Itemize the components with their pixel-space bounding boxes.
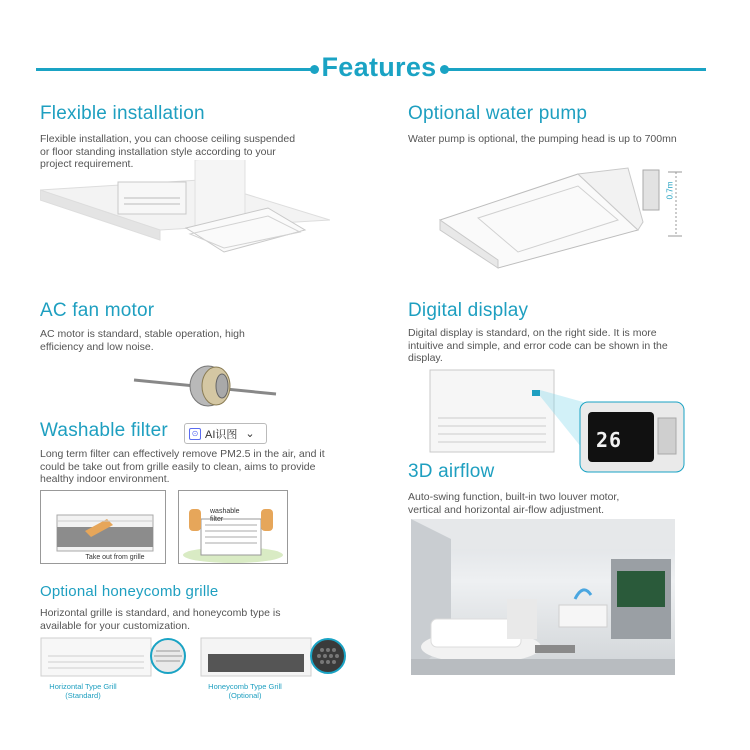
flexible-desc-line: Flexible installation, you can choose ceiling suspended [40,133,296,145]
display-desc-line: intuitive and simple, and error code can be shown in the [408,339,668,352]
honeycomb-grill-illustration [200,636,350,680]
honeycomb-desc-line: Horizontal grille is standard, and honeycomb type is [40,607,281,619]
living-room-drawing [411,519,675,675]
filter-takeout-drawing [41,491,165,563]
horizontal-grill-caption [38,682,128,700]
grill-caption-line: (Optional) [228,691,262,700]
grill-caption-line: Honeycomb Type Grill [208,682,282,691]
washable-caption-line: filter [210,516,224,523]
washable-caption-line: washable [210,508,240,515]
honeycomb-grill-caption [196,682,294,700]
ai-scan-icon: ⊙ [189,428,201,440]
water-pump-title: Optional water pump [408,103,588,124]
grill-caption-line: Horizontal Type Grill [49,682,117,691]
filter-takeout-caption: Take out from grille [85,554,145,561]
filter-desc-line: healthy indoor environment. [40,473,170,485]
honeycomb-title: Optional honeycomb grille [40,583,219,600]
flexible-installation-title: Flexible installation [40,103,205,124]
chevron-down-icon: ⌄ [245,428,255,440]
pump-dimension-label: 0.7m [665,181,675,200]
flexible-desc-line: or floor standing installation style according to your [40,145,276,158]
airflow-desc [408,491,728,516]
washable-filter-caption [210,508,250,524]
washable-filter-desc [40,448,370,486]
ai-recognize-button[interactable] [184,423,267,444]
airflow-desc-line: Auto-swing function, built-in two louver motor, [408,491,620,503]
washable-filter-drawing [179,491,287,563]
water-pump-illustration [438,160,688,270]
flexible-desc-line: project requirement. [40,158,134,170]
washable-filter-title: Washable filter [40,420,168,441]
airflow-title: 3D airflow [408,461,495,482]
fan-motor-desc-line: AC motor is standard, stable operation, high [40,328,245,340]
honeycomb-desc [40,607,340,632]
fan-motor-title: AC fan motor [40,300,155,321]
fan-motor-desc-line: efficiency and low noise. [40,340,154,353]
display-desc-line: display. [408,352,443,364]
flexible-installation-illustration [40,160,330,290]
water-pump-desc: Water pump is optional, the pumping head is up to 700mn [408,133,677,145]
fan-motor-illustration [130,362,280,412]
page-title: Features [321,52,437,82]
grill-caption-line: (Standard) [65,691,101,700]
digital-display-desc [408,327,728,365]
washable-filter-illustration [178,490,288,564]
header-rule-left [36,68,314,71]
honeycomb-desc-line: available for your customization. [40,619,190,632]
ai-badge-label: AI识图 [205,428,238,441]
fan-motor-desc [40,328,340,353]
digital-display-title: Digital display [408,300,529,321]
filter-desc-line: Long term filter can effectively remove PM2.5 in the air, and it [40,448,325,460]
header-rule-right [444,68,706,71]
filter-desc-line: could be take out from grille easily to clean, aims to provide [40,460,316,473]
horizontal-grill-illustration [40,636,190,680]
display-desc-line: Digital display is standard, on the right side. It is more [408,327,657,339]
living-room-photo [411,519,675,675]
airflow-desc-line: vertical and horizontal air-flow adjustment. [408,503,605,516]
filter-takeout-illustration [40,490,166,564]
display-readout: 26 [596,428,623,452]
